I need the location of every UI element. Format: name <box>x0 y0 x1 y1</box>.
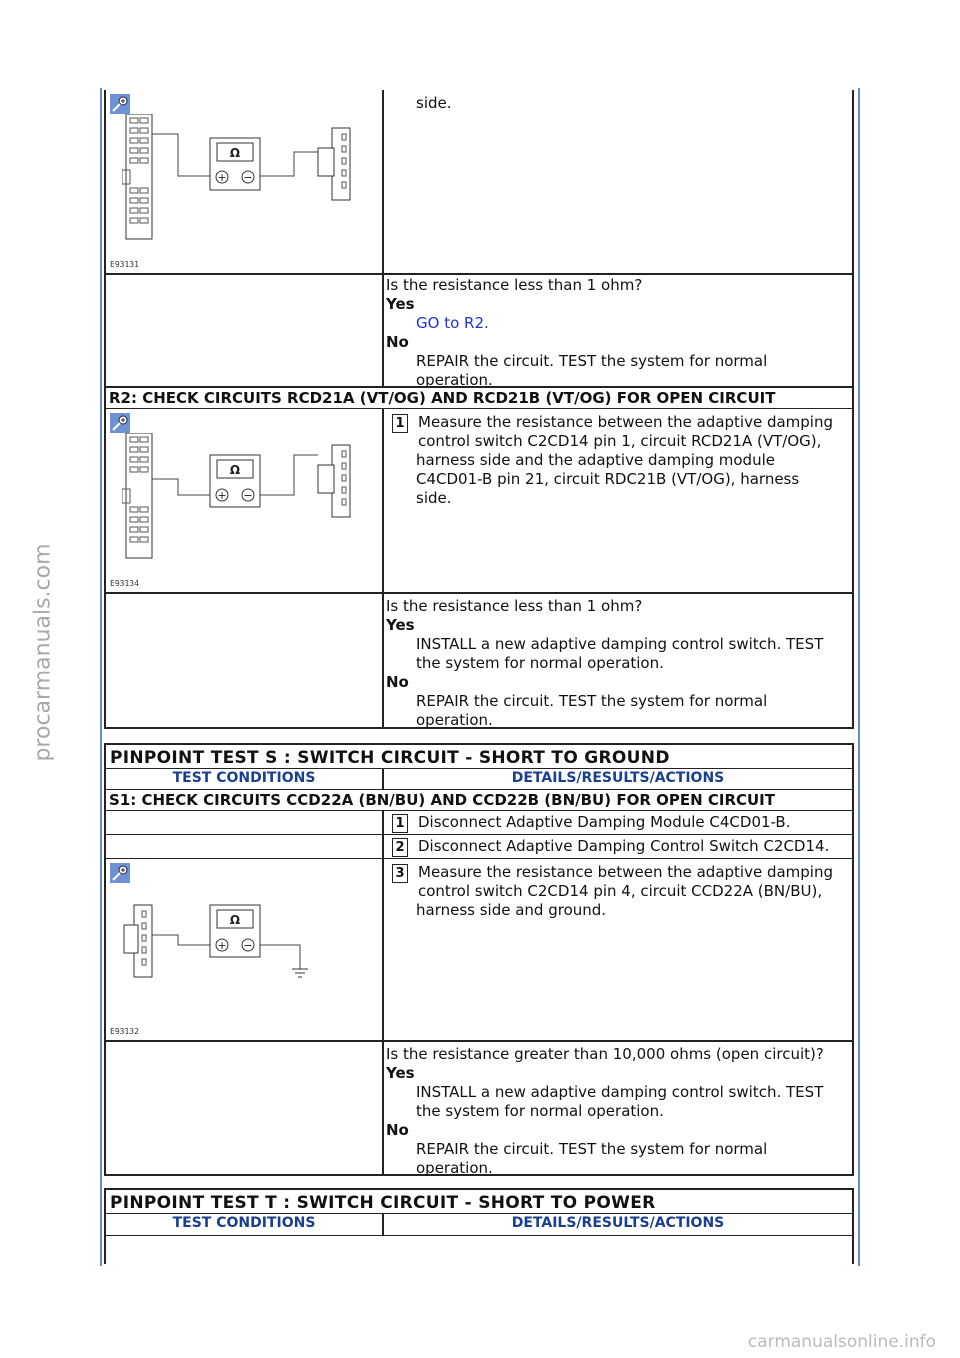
step-text-line3: harness side and ground. <box>416 901 607 919</box>
column-headers <box>106 769 852 790</box>
wiring-diagram-e93131 <box>122 114 367 244</box>
result-row-s1 <box>106 1042 852 1177</box>
yes-action-line1: INSTALL a new adaptive damping control switch. TEST <box>416 635 824 653</box>
no-action-line2: operation. <box>416 371 493 389</box>
step-number: 3 <box>392 864 408 883</box>
step-text-line3: harness side and the adaptive damping module <box>416 451 775 469</box>
step-header-r2: R2: CHECK CIRCUITS RCD21A (VT/OG) AND RCD21B (VT/OG) FOR OPEN CIRCUIT <box>106 387 852 409</box>
svg-text:+: + <box>217 171 227 184</box>
col-details-results-actions: DETAILS/RESULTS/ACTIONS <box>511 770 725 786</box>
step-row-2 <box>106 835 852 859</box>
goto-r2-link[interactable]: GO to R2. <box>416 314 489 332</box>
svg-text:+: + <box>217 489 227 502</box>
wiring-diagram-e93134 <box>122 433 367 563</box>
no-action-line2: operation. <box>416 1159 493 1177</box>
result-question: Is the resistance less than 1 ohm? <box>386 597 643 615</box>
pinpoint-test-r-continued <box>104 90 854 729</box>
zoom-in-icon[interactable] <box>110 413 130 433</box>
result-row-r1 <box>106 275 852 387</box>
step-text-line4: C4CD01-B pin 21, circuit RDC21B (VT/OG), harness <box>416 470 800 488</box>
col-details-results-actions: DETAILS/RESULTS/ACTIONS <box>511 1215 725 1231</box>
svg-text:−: − <box>243 939 253 952</box>
step-continuation-text: side. <box>416 94 452 112</box>
svg-text:+: + <box>217 939 227 952</box>
watermark-procarmanuals: procarmanuals.com <box>30 543 56 762</box>
table-border-right <box>852 1236 854 1264</box>
result-question: Is the resistance greater than 10,000 ohms (open circuit)? <box>386 1045 824 1063</box>
step-text-line2: control switch C2CD14 pin 1, circuit RCD21A (VT/OG), <box>418 432 822 450</box>
result-question: Is the resistance less than 1 ohm? <box>386 276 643 294</box>
diagram-cell <box>106 90 384 273</box>
svg-text:−: − <box>243 171 253 184</box>
yes-action-line2: the system for normal operation. <box>416 654 664 672</box>
no-action-line1: REPAIR the circuit. TEST the system for normal <box>416 1140 768 1158</box>
column-headers <box>106 1214 852 1236</box>
step-text-line2: control switch C2CD14 pin 4, circuit CCD22A (BN/BU), <box>418 882 823 900</box>
result-row-r2 <box>106 593 852 727</box>
step-number: 1 <box>392 814 408 833</box>
pinpoint-test-t <box>104 1188 854 1236</box>
pinpoint-test-s <box>104 743 854 1176</box>
step-item <box>386 413 852 451</box>
diagram-code: E93131 <box>110 260 139 269</box>
page-rule-right <box>858 88 860 1266</box>
step-item <box>386 863 852 901</box>
col-test-conditions: TEST CONDITIONS <box>106 769 384 789</box>
diagram-row-e93134 <box>106 409 852 593</box>
step-number: 2 <box>392 838 408 857</box>
no-label: No <box>386 333 409 351</box>
yes-label: Yes <box>386 616 415 634</box>
svg-text:Ω: Ω <box>229 463 241 477</box>
page-rule-left <box>100 88 102 1266</box>
table-border-left <box>104 1236 106 1264</box>
step-row-1 <box>106 811 852 835</box>
no-action-line2: operation. <box>416 711 493 729</box>
no-action-line1: REPAIR the circuit. TEST the system for normal <box>416 692 768 710</box>
step-text: Disconnect Adaptive Damping Control Switch C2CD14. <box>418 837 830 855</box>
diagram-code: E93132 <box>110 1027 139 1036</box>
svg-text:Ω: Ω <box>229 913 241 927</box>
diagram-row-e93131 <box>106 90 852 275</box>
step-text: Disconnect Adaptive Damping Module C4CD01-B. <box>418 813 791 831</box>
yes-label: Yes <box>386 295 415 313</box>
step-number: 1 <box>392 414 408 433</box>
yes-label: Yes <box>386 1064 415 1082</box>
zoom-in-icon[interactable] <box>110 863 130 883</box>
watermark-carmanualsonline: carmanualsonline.info <box>747 1332 936 1352</box>
wiring-diagram-e93132 <box>122 883 367 1013</box>
svg-text:Ω: Ω <box>229 146 241 160</box>
no-label: No <box>386 673 409 691</box>
yes-action-line2: the system for normal operation. <box>416 1102 664 1120</box>
diagram-row-e93132 <box>106 859 852 1042</box>
diagram-code: E93134 <box>110 579 139 588</box>
ground-symbol-icon <box>292 969 308 977</box>
col-test-conditions: TEST CONDITIONS <box>106 1214 384 1235</box>
no-action-line1: REPAIR the circuit. TEST the system for normal <box>416 352 768 370</box>
step-text-line1: Measure the resistance between the adaptive damping <box>418 413 833 431</box>
zoom-in-icon[interactable] <box>110 94 130 114</box>
step-text-line5: side. <box>416 489 452 507</box>
step-header-s1: S1: CHECK CIRCUITS CCD22A (BN/BU) AND CCD22B (BN/BU) FOR OPEN CIRCUIT <box>106 790 852 811</box>
yes-action-line1: INSTALL a new adaptive damping control switch. TEST <box>416 1083 824 1101</box>
step-text-line1: Measure the resistance between the adaptive damping <box>418 863 833 881</box>
svg-text:−: − <box>243 489 253 502</box>
pinpoint-test-title: PINPOINT TEST T : SWITCH CIRCUIT - SHORT TO POWER <box>106 1190 852 1214</box>
pinpoint-test-title: PINPOINT TEST S : SWITCH CIRCUIT - SHORT TO GROUND <box>106 745 852 769</box>
no-label: No <box>386 1121 409 1139</box>
